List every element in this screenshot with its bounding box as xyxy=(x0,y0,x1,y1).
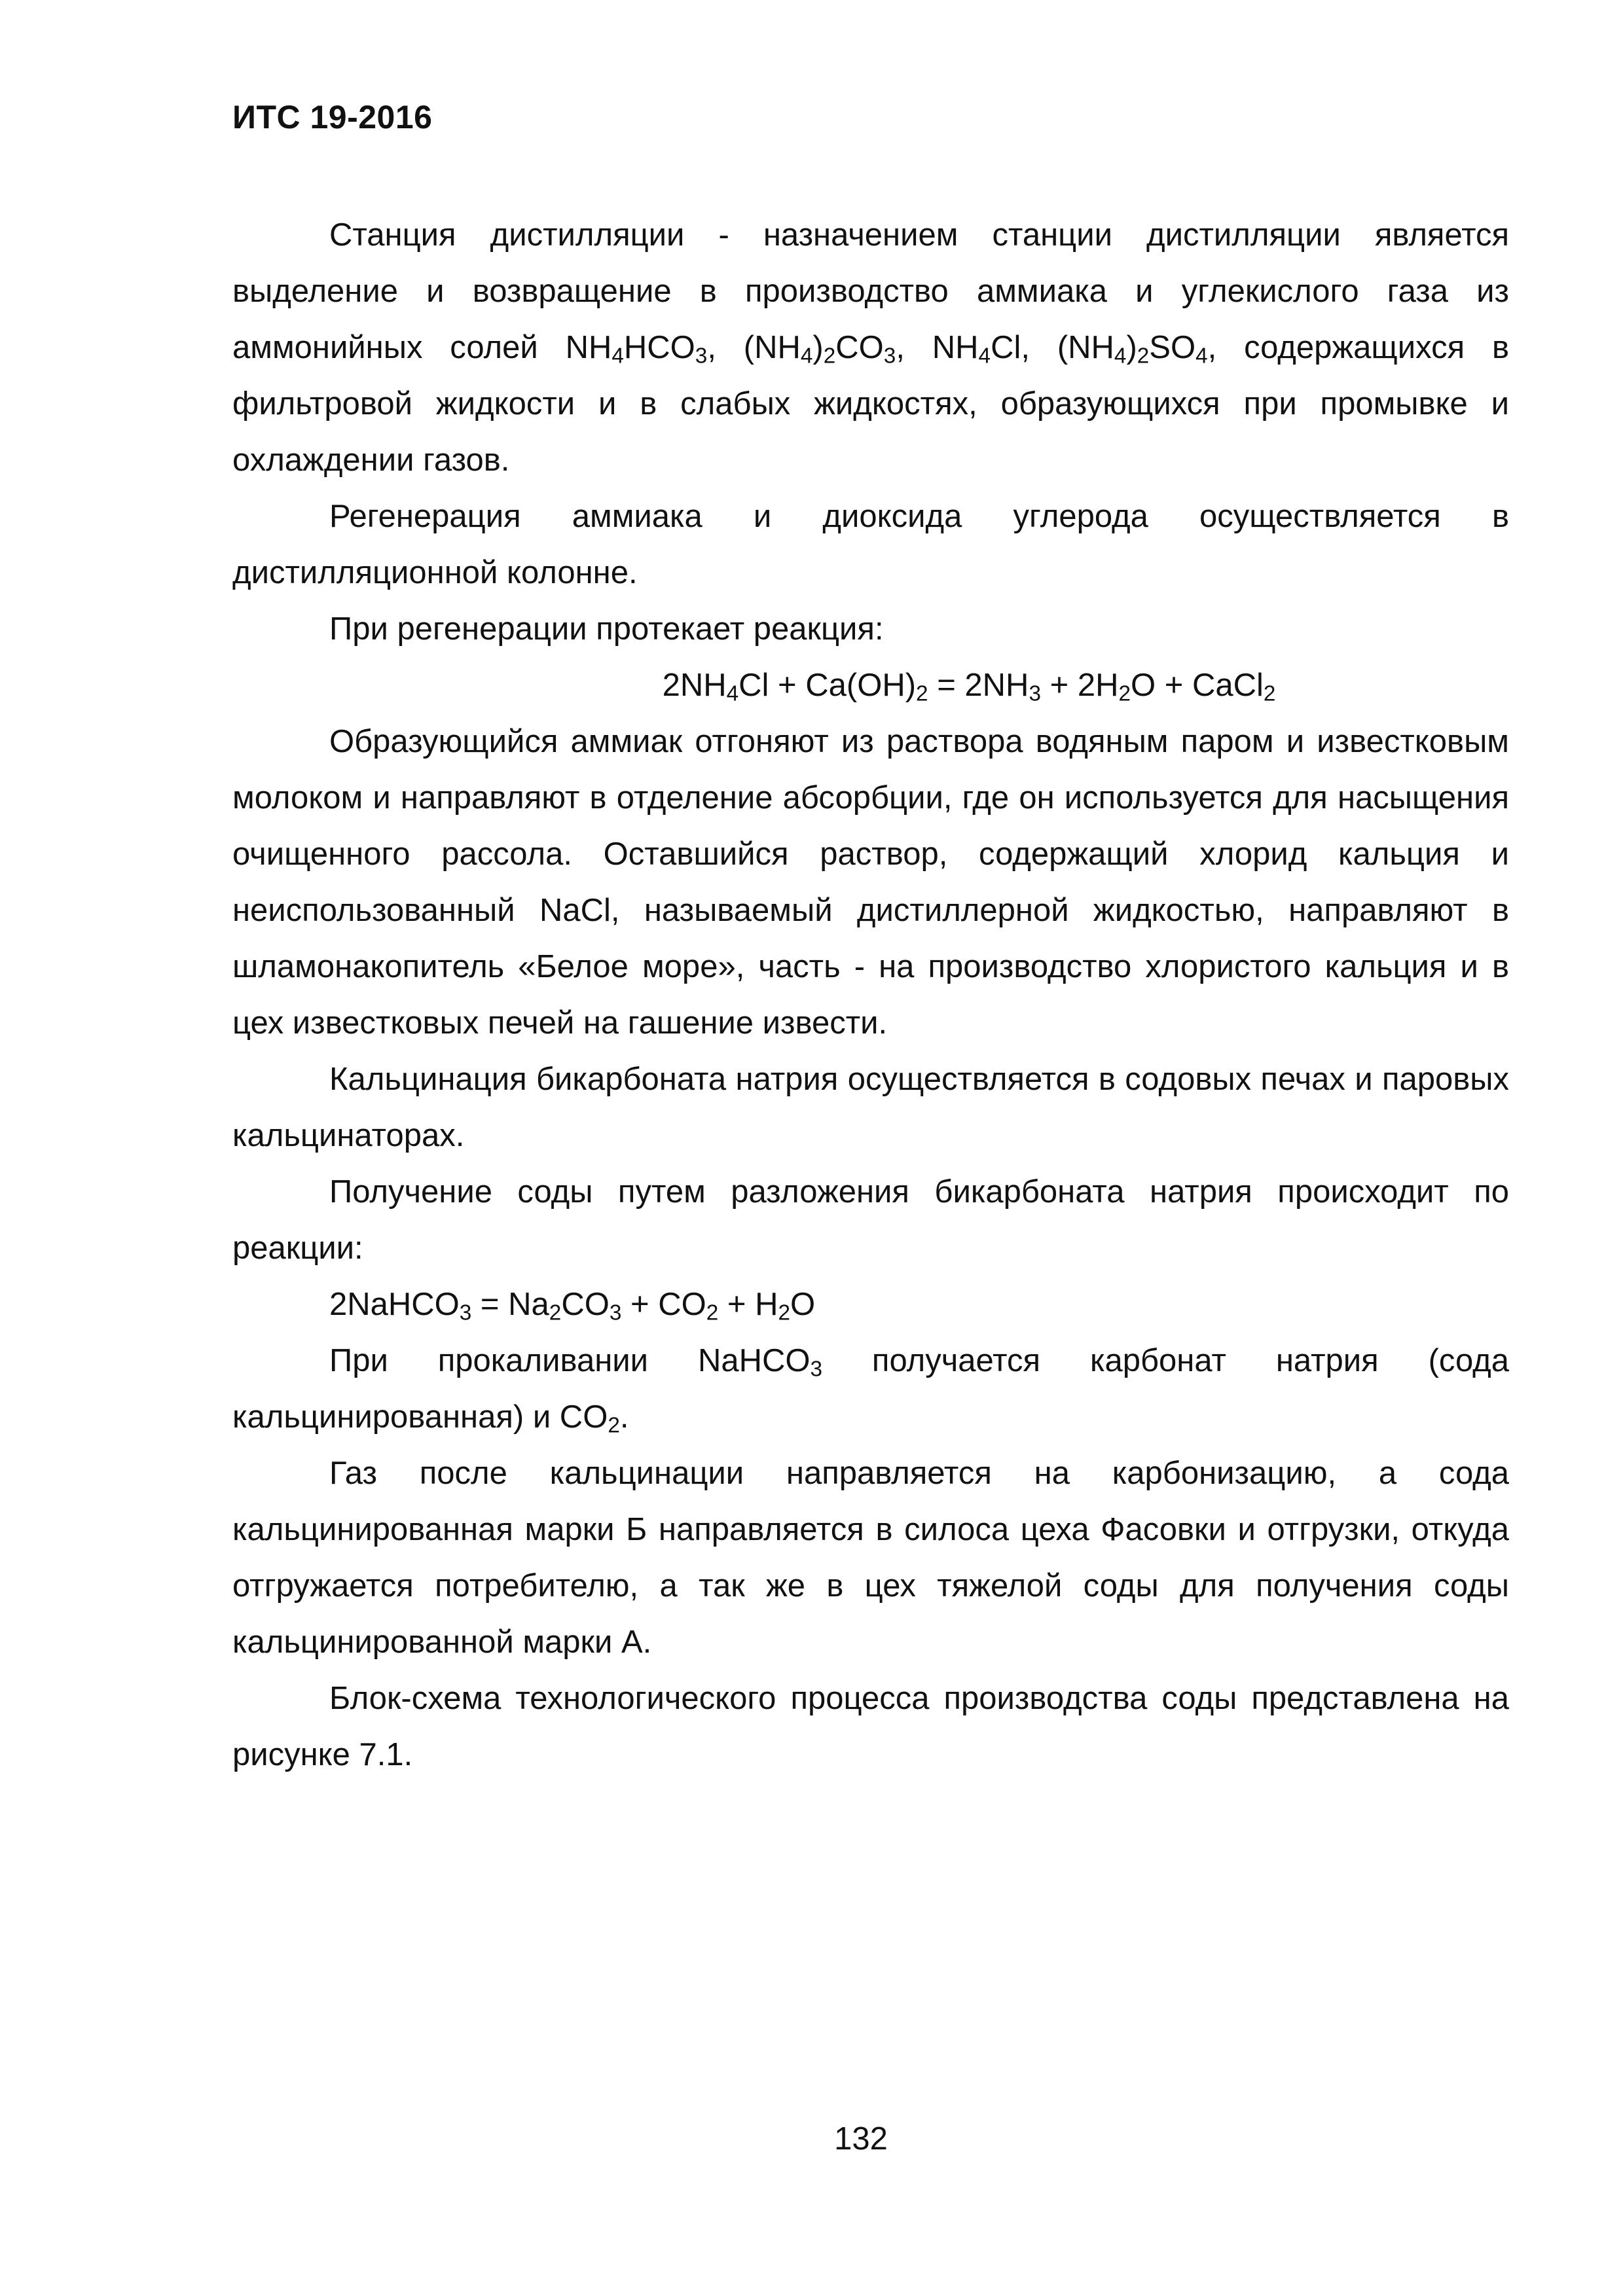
page-number: 132 xyxy=(834,2121,888,2157)
paragraph-soda-reaction-intro: Получение соды путем разложения бикарбоната натрия происходит по реакции: xyxy=(232,1174,1509,1266)
equation-ammonia-regeneration: $2NH_4Cl + Ca(OH)_2 = 2NH_3 + 2H_2O$ + CaCl$_2$ xyxy=(662,668,1276,706)
document-header: ИТС 19-2016 xyxy=(232,99,433,135)
paragraph-flowchart-reference: Блок-схема технологического процесса производства соды представлена на рисунке 7.1. xyxy=(232,1681,1509,1772)
paragraph-gas-and-soda-routing: Газ после кальцинации направляется на карбонизацию, а сода кальцинированная марки Б направляется в силоса цеха Фасовки и отгрузки, откуда отгружается потребителю, а так же в цех тяжелой соды для получения соды кальцинированной марки А. xyxy=(232,1456,1509,1660)
paragraph-ammonia-distillation: Образующийся аммиак отгоняют из раствора водяным паром и известковым молоком и направляют в отделение абсорбции, где он используется для насыщения очищенного рассола. Оставшийся раствор, содержащий хлорид кальция и неиспользованный NaCl, называемый дистиллерной жидкостью, направляют в шламонакопитель «Белое море», часть - на производство хлористого кальция и в цех известковых печей на гашение извести. xyxy=(232,724,1509,1041)
paragraph-calcination: Кальцинация бикарбоната натрия осуществляется в содовых печах и паровых кальцинаторах. xyxy=(232,1062,1509,1153)
paragraph-regeneration: Регенерация аммиака и диоксида углерода осуществляется в дистилляционной колонне. xyxy=(232,499,1509,590)
equation-bicarbonate-decomposition: 2NaHCO$_3$ = $Na_2CO_3 + CO_2 + H_2O$ xyxy=(329,1287,816,1325)
paragraph-distillation-station: Станция дистилляции - назначением станции дистилляции является выделение и возвращение в производство аммиака и углекислого газа из аммонийных солей $NH_4HCO_3$, $(NH_4)_2CO_3$, $NH_4Cl$, $(NH_4)_2SO_4$, содержащихся в фильтровой жидкости и в слабых жидкостях, образующихся при промывке и охлаждении газов. xyxy=(232,217,1509,478)
document-body xyxy=(232,207,1509,1783)
paragraph-calcination-result: При прокаливании NaHCO$_3$ получается карбонат натрия (сода кальцинированная) и $CO_2$. xyxy=(232,1343,1509,1438)
paragraph-regeneration-reaction-intro: При регенерации протекает реакция: xyxy=(329,611,884,647)
